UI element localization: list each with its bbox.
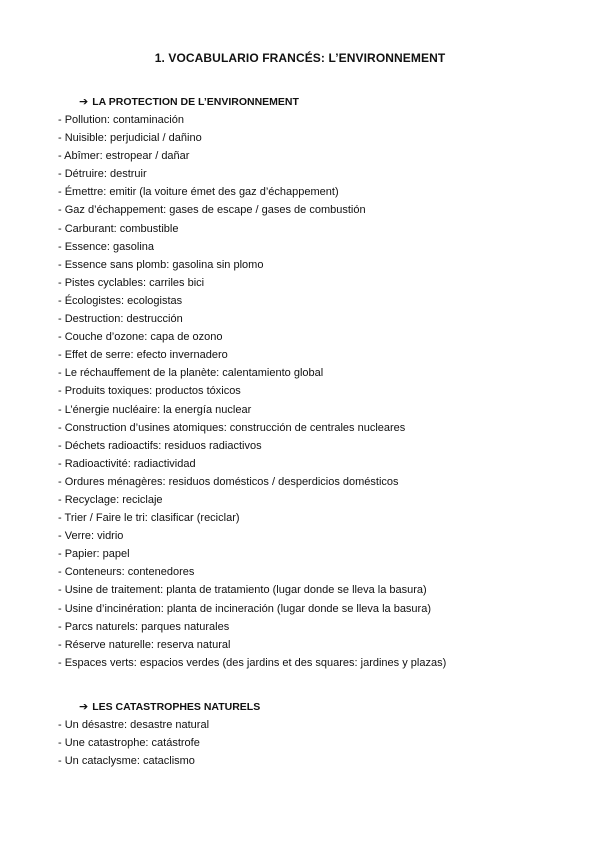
vocabulary-item: - Gaz d’échappement: gases de escape / gases de combustión [58,204,366,217]
vocabulary-item: - Pistes cyclables: carriles bici [58,276,205,289]
vocabulary-item: - Conteneurs: contenedores [58,566,195,579]
vocabulary-item: - Pollution: contaminación [58,114,184,126]
vocabulary-item: - Destruction: destrucción [58,313,183,326]
arrow-right-icon: ➔ [79,701,89,713]
vocabulary-item: - Détruire: destruir [58,168,147,181]
vocabulary-item: - Produits toxiques: productos tóxicos [58,385,241,398]
vocabulary-item: - Usine de traitement: planta de tratamiento (lugar donde se lleva la basura) [58,584,427,597]
vocabulary-item: - Essence sans plomb: gasolina sin plomo [58,258,264,271]
vocabulary-item: - Carburant: combustible [58,222,179,235]
vocabulary-item: - Réserve naturelle: reserva natural [58,638,231,651]
vocabulary-item: - Couche d’ozone: capa de ozono [58,331,223,344]
vocabulary-item: - Usine d’incinération: planta de incineración (lugar donde se lleva la basura) [58,602,431,615]
vocabulary-item: - Déchets radioactifs: residuos radiactivos [58,439,262,452]
vocabulary-item: - Émettre: emitir (la voiture émet des gaz d’échappement) [58,186,339,199]
vocabulary-item: - Un désastre: desastre natural [58,719,210,731]
vocabulary-item: - Écologistes: ecologistas [58,294,183,307]
arrow-right-icon: ➔ [79,96,89,108]
vocabulary-list-protection [58,111,446,672]
page-title: 1. VOCABULARIO FRANCÉS: L’ENVIRONNEMENT [154,51,446,65]
vocabulary-item: - Recyclage: reciclaje [58,493,163,506]
vocabulary-item: - Radioactivité: radiactividad [58,457,196,470]
vocabulary-item: - Parcs naturels: parques naturales [58,620,230,633]
vocabulary-item: - Ordures ménagères: residuos domésticos / desperdicios domésticos [58,475,399,488]
vocabulary-list-catastrophes [58,716,209,770]
section-heading-catastrophes [79,700,260,713]
vocabulary-item: - Papier: papel [58,548,130,561]
vocabulary-item: - Verre: vidrio [58,530,124,543]
vocabulary-item: - Essence: gasolina [58,240,154,253]
section-heading-protection [79,95,299,108]
vocabulary-item: - Nuisible: perjudicial / dañino [58,132,202,145]
vocabulary-item: - Abîmer: estropear / dañar [58,150,190,163]
vocabulary-item: - Effet de serre: efecto invernadero [58,349,228,362]
vocabulary-item: - Le réchauffement de la planète: calentamiento global [58,367,324,380]
vocabulary-item: - Trier / Faire le tri: clasificar (reciclar) [58,512,240,525]
section-heading-label: LES CATASTROPHES NATURELS [92,701,261,713]
section-heading-label: LA PROTECTION DE L’ENVIRONNEMENT [92,96,299,108]
vocabulary-item: - L’énergie nucléaire: la energía nuclear [58,403,252,416]
vocabulary-item: - Une catastrophe: catástrofe [58,737,200,750]
vocabulary-item: - Un cataclysme: cataclismo [58,755,195,768]
vocabulary-item: - Espaces verts: espacios verdes (des jardins et des squares: jardines y plazas) [58,656,447,669]
vocabulary-item: - Construction d’usines atomiques: construcción de centrales nucleares [58,421,406,434]
